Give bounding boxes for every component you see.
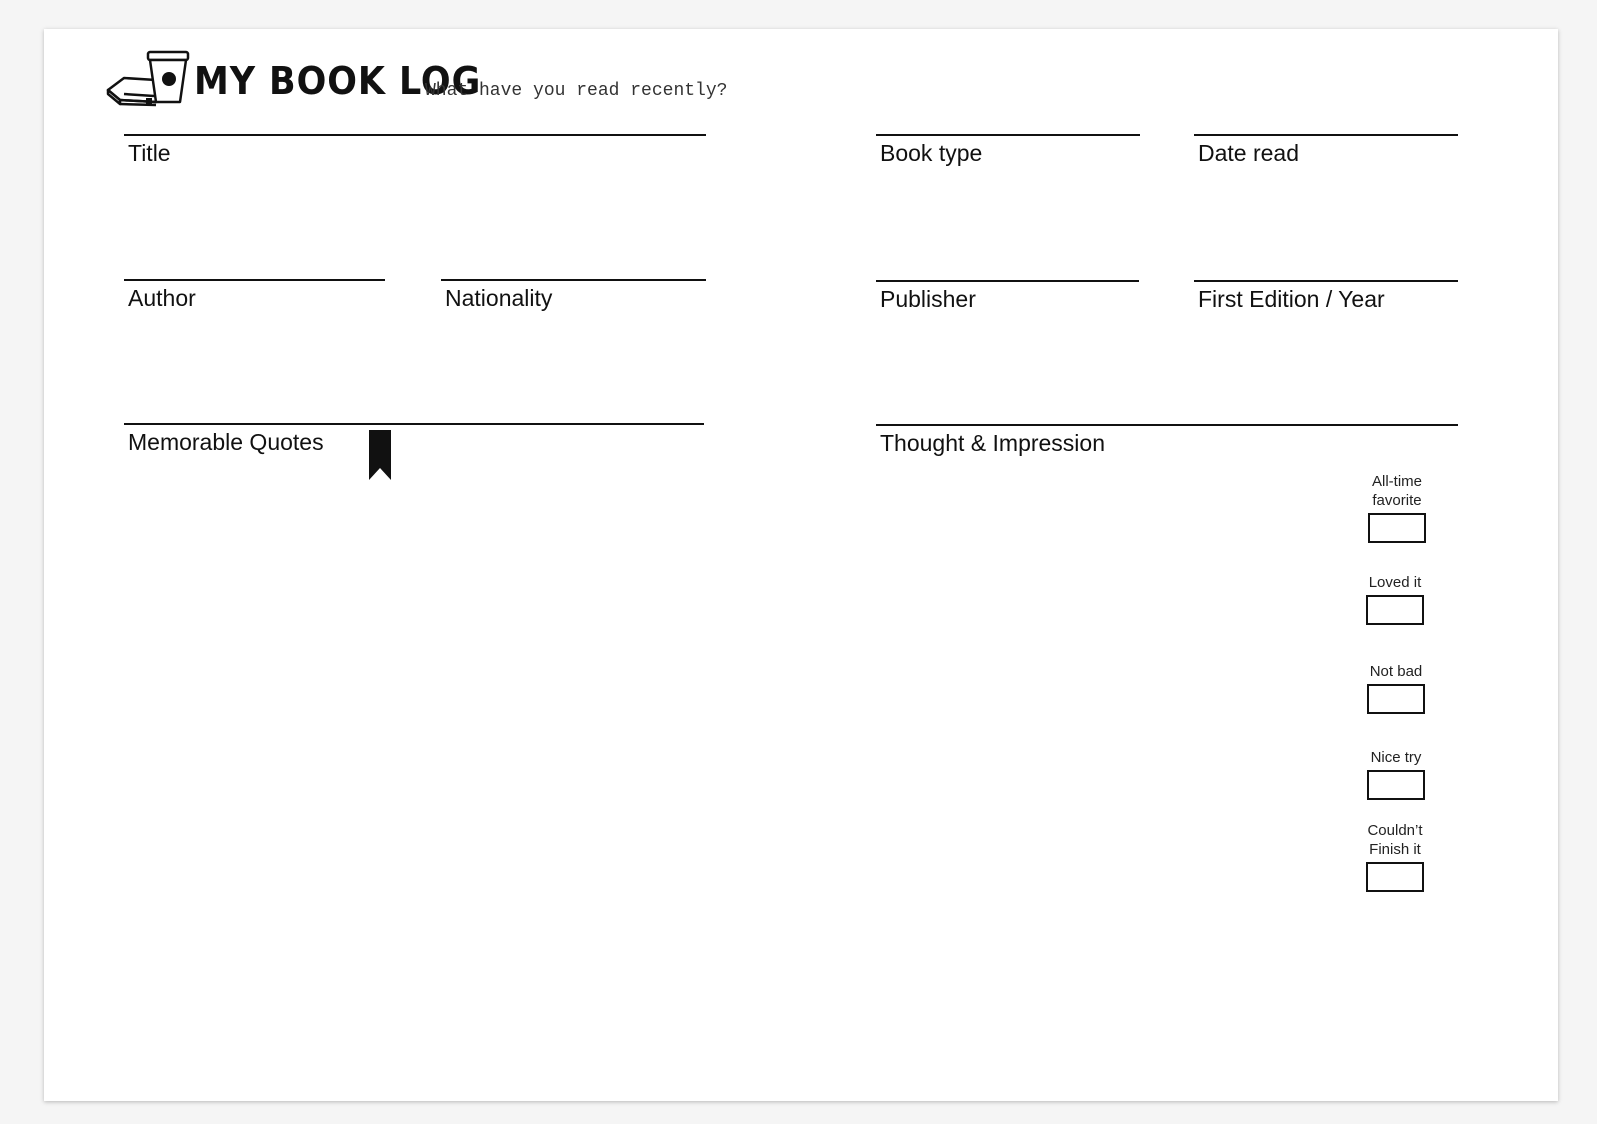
author-label: Author xyxy=(128,285,196,311)
rating-all-time-favorite xyxy=(1352,472,1442,543)
nationality-field[interactable] xyxy=(441,279,706,311)
book-type-field[interactable] xyxy=(876,134,1140,166)
first-edition-year-field[interactable] xyxy=(1194,280,1458,312)
title-field[interactable] xyxy=(124,134,706,166)
thought-impression-field[interactable] xyxy=(876,424,1458,456)
rating-label: Couldn’t Finish it xyxy=(1367,822,1423,858)
book-type-label: Book type xyxy=(880,140,983,166)
page-tagline: What have you read recently? xyxy=(425,81,728,101)
title-label: Title xyxy=(128,140,171,166)
rating-checkbox[interactable] xyxy=(1366,595,1424,625)
rating-not-bad xyxy=(1351,662,1441,714)
rating-checkbox[interactable] xyxy=(1367,770,1425,800)
rating-couldnt-finish-it xyxy=(1350,821,1440,892)
publisher-field[interactable] xyxy=(876,280,1139,312)
rating-label: Loved it xyxy=(1368,574,1422,591)
memorable-quotes-label: Memorable Quotes xyxy=(128,429,324,455)
first-edition-year-label: First Edition / Year xyxy=(1198,286,1385,312)
rating-label: Nice try xyxy=(1370,749,1422,766)
rating-label: Not bad xyxy=(1369,663,1423,680)
rating-label: All-time favorite xyxy=(1371,473,1422,509)
rating-checkbox[interactable] xyxy=(1367,684,1425,714)
page-title: MY BOOK LOG xyxy=(194,59,482,103)
thought-impression-label: Thought & Impression xyxy=(880,430,1106,456)
nationality-label: Nationality xyxy=(445,285,553,311)
rating-checkbox[interactable] xyxy=(1366,862,1424,892)
publisher-label: Publisher xyxy=(880,286,976,312)
author-field[interactable] xyxy=(124,279,385,311)
memorable-quotes-field[interactable] xyxy=(124,423,704,455)
rating-loved-it xyxy=(1350,573,1440,625)
date-read-label: Date read xyxy=(1198,140,1300,166)
bookmark-icon xyxy=(369,430,391,480)
rating-nice-try xyxy=(1351,748,1441,800)
date-read-field[interactable] xyxy=(1194,134,1458,166)
book-log-sheet xyxy=(44,29,1558,1101)
book-and-coffee-cup-icon xyxy=(106,50,194,108)
rating-checkbox[interactable] xyxy=(1368,513,1426,543)
